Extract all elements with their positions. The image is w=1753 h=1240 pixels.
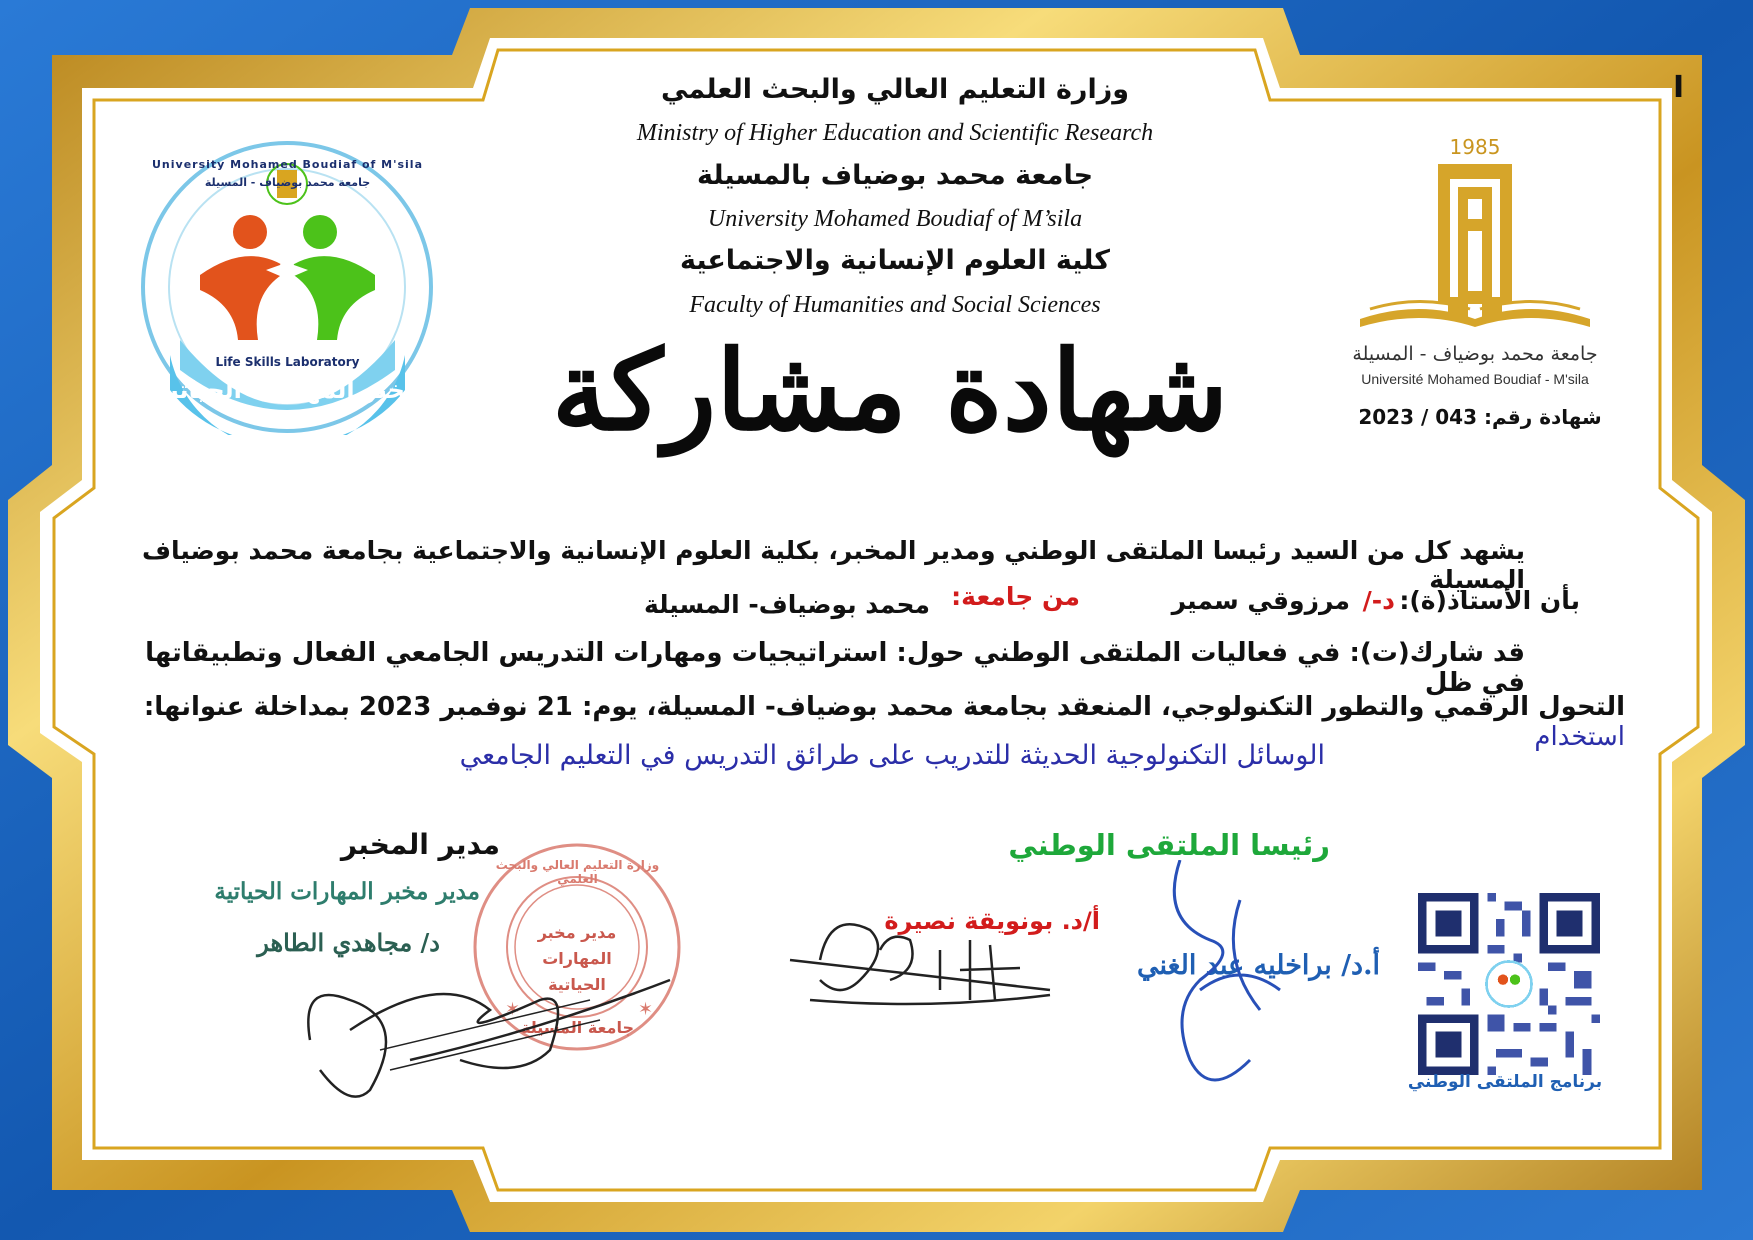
chair2-name: أ.د/ براخليه عبد الغني (1137, 950, 1380, 981)
chair1-signature (780, 890, 1080, 1030)
life-skills-lab-logo (140, 140, 435, 435)
prof-name: مرزوقي سمير (1171, 586, 1350, 615)
conference-chairs-title: رئيسا الملتقى الوطني (1008, 828, 1330, 862)
lab-director-role: مدير مخبر المهارات الحياتية (214, 878, 480, 905)
lab-name-ar: مخبر المهارات الحياتية (155, 376, 420, 404)
chair1-name: أ/د. بونويقة نصيرة (884, 907, 1100, 935)
prof-title: د-/ (1362, 586, 1395, 615)
lab-ring-en: University Mohamed Boudiaf of M'sila (151, 158, 423, 171)
university-logo (1330, 135, 1620, 395)
university-name: محمد بوضياف- المسيلة (643, 590, 930, 619)
university-founding-year: 1985 (1449, 135, 1501, 159)
faculty-en: Faculty of Humanities and Social Sciences (689, 292, 1101, 318)
lab-ring-ar: جامعة محمد بوضياف - المسيلة (204, 176, 371, 189)
body-line4-blue: استخدام (1534, 722, 1625, 752)
university-logo-name-fr: Université Mohamed Boudiaf - M'sila (1361, 371, 1589, 387)
faculty-ar: كلية العلوم الإنسانية والاجتماعية (679, 245, 1111, 276)
body-line5: الوسائل التكنولوجية الحديثة للتدريب على طرائق التدريس في التعليم الجامعي (459, 740, 1325, 771)
prof-label: بأن الأستاذ(ة): (1399, 586, 1580, 615)
lab-director-name: د/ مجاهدي الطاهر (257, 928, 440, 957)
stamp-ring-text: وزارة التعليم العالي والبحث العلمي (495, 858, 660, 886)
body-line3: قد شارك(ت): في فعاليات الملتقى الوطني حول: استراتيجيات ومهارات التدريس الجامعي الفعال وتطبيقاتها في ظل (145, 638, 1525, 698)
stamp-star-icon: ✶ (505, 999, 521, 1020)
stamp-bottom-text: جامعة المسيلة (520, 1018, 634, 1037)
lab-name-en: Life Skills Laboratory (215, 355, 360, 369)
qr-code[interactable] (1418, 893, 1600, 1075)
chair2-signature (1100, 860, 1300, 1100)
body-line4: التحول الرقمي والتطور التكنولوجي، المنعقد بجامعة محمد بوضياف- المسيلة، يوم: 21 نوفمبر 2023 بمداخلة عنوانها: (143, 692, 1625, 722)
ministry-ar: وزارة التعليم العالي والبحث العلمي (660, 74, 1130, 105)
university-ar: جامعة محمد بوضياف بالمسيلة (696, 160, 1094, 191)
university-en: University Mohamed Boudiaf of M’sila (707, 206, 1083, 232)
certificate-number: شهادة رقم: 043 / 2023 (1358, 405, 1602, 429)
ministry-en: Ministry of Higher Education and Scientific Research (636, 120, 1154, 146)
svg-text:✶: ✶ (638, 999, 654, 1020)
qr-code-graphic (1418, 893, 1600, 1075)
stamp-center-text: مدير مخبر المهارات الحياتية (537, 923, 617, 994)
qr-caption: برنامج الملتقى الوطني (1407, 1072, 1603, 1092)
university-tower-icon (1330, 159, 1620, 329)
university-logo-name-ar: جامعة محمد بوضياف - المسيلة (1352, 343, 1598, 365)
lab-director-signature (290, 940, 690, 1110)
certificate-title: شهادة مشاركة (551, 326, 1229, 455)
body-line1: يشهد كل من السيد رئيسا الملتقى الوطني ومدير المخبر، بكلية العلوم الإنسانية والاجتماعية بجامعة محمد بوضياف المسيلة (141, 536, 1525, 594)
lab-director-title: مدير المخبر (340, 828, 500, 861)
from-university-label: من جامعة: (951, 582, 1080, 611)
page-mark: I (1673, 70, 1685, 105)
